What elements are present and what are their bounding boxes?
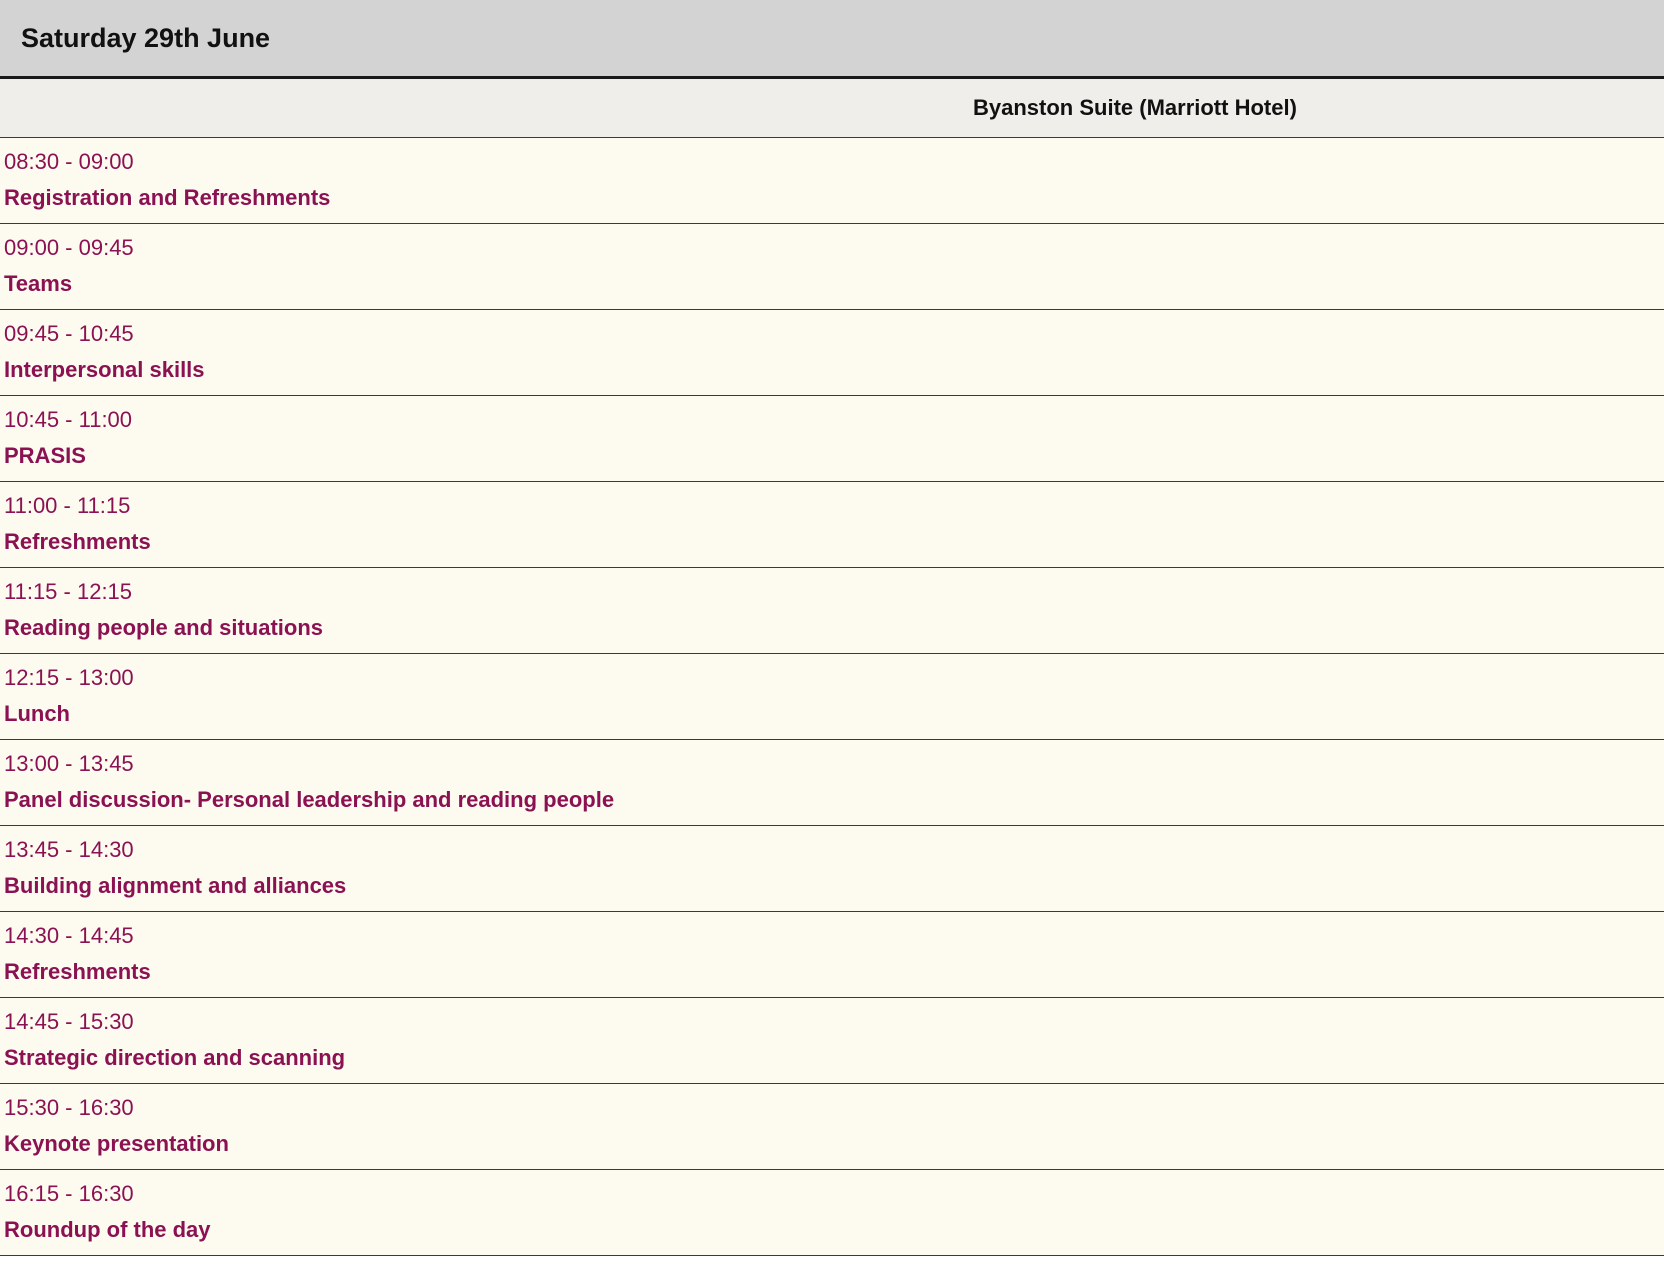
session-time: 16:15 - 16:30 [4,1181,134,1206]
session-title[interactable]: Teams [4,271,73,296]
session-title[interactable]: Building alignment and alliances [4,873,347,898]
room-header [0,79,1664,138]
session-time: 10:45 - 11:00 [4,407,133,432]
session-time: 13:45 - 14:30 [4,837,134,862]
session-row[interactable] [0,826,1664,912]
schedule-list [0,138,1664,1256]
session-row[interactable] [0,1170,1664,1256]
session-title[interactable]: Refreshments [4,529,151,554]
session-time: 14:30 - 14:45 [4,923,134,948]
session-row[interactable] [0,482,1664,568]
session-row[interactable] [0,568,1664,654]
session-title[interactable]: Registration and Refreshments [4,185,331,210]
session-time: 14:45 - 15:30 [4,1009,134,1034]
session-time: 15:30 - 16:30 [4,1095,134,1120]
session-row[interactable] [0,654,1664,740]
session-title[interactable]: Keynote presentation [4,1131,229,1156]
session-row[interactable] [0,998,1664,1084]
session-row[interactable] [0,912,1664,998]
room-label: Byanston Suite (Marriott Hotel) [973,95,1297,120]
session-time: 11:00 - 11:15 [4,493,131,518]
session-time: 13:00 - 13:45 [4,751,134,776]
session-row[interactable] [0,224,1664,310]
session-time: 11:15 - 12:15 [4,579,133,604]
session-title[interactable]: Strategic direction and scanning [4,1045,346,1070]
session-row[interactable] [0,396,1664,482]
session-title[interactable]: Interpersonal skills [4,357,205,382]
session-row[interactable] [0,740,1664,826]
day-title: Saturday 29th June [21,22,271,53]
session-title[interactable]: Lunch [4,701,70,726]
session-title[interactable]: Refreshments [4,959,151,984]
session-title[interactable]: Panel discussion- Personal leadership and reading people [4,787,615,812]
session-title[interactable]: PRASIS [4,443,86,468]
session-time: 09:45 - 10:45 [4,321,134,346]
day-header [0,0,1664,79]
session-time: 12:15 - 13:00 [4,665,134,690]
session-row[interactable] [0,310,1664,396]
session-title[interactable]: Reading people and situations [4,615,324,640]
session-title[interactable]: Roundup of the day [4,1217,211,1242]
session-time: 09:00 - 09:45 [4,235,134,260]
session-row[interactable] [0,1084,1664,1170]
session-row[interactable] [0,138,1664,224]
session-time: 08:30 - 09:00 [4,149,134,174]
